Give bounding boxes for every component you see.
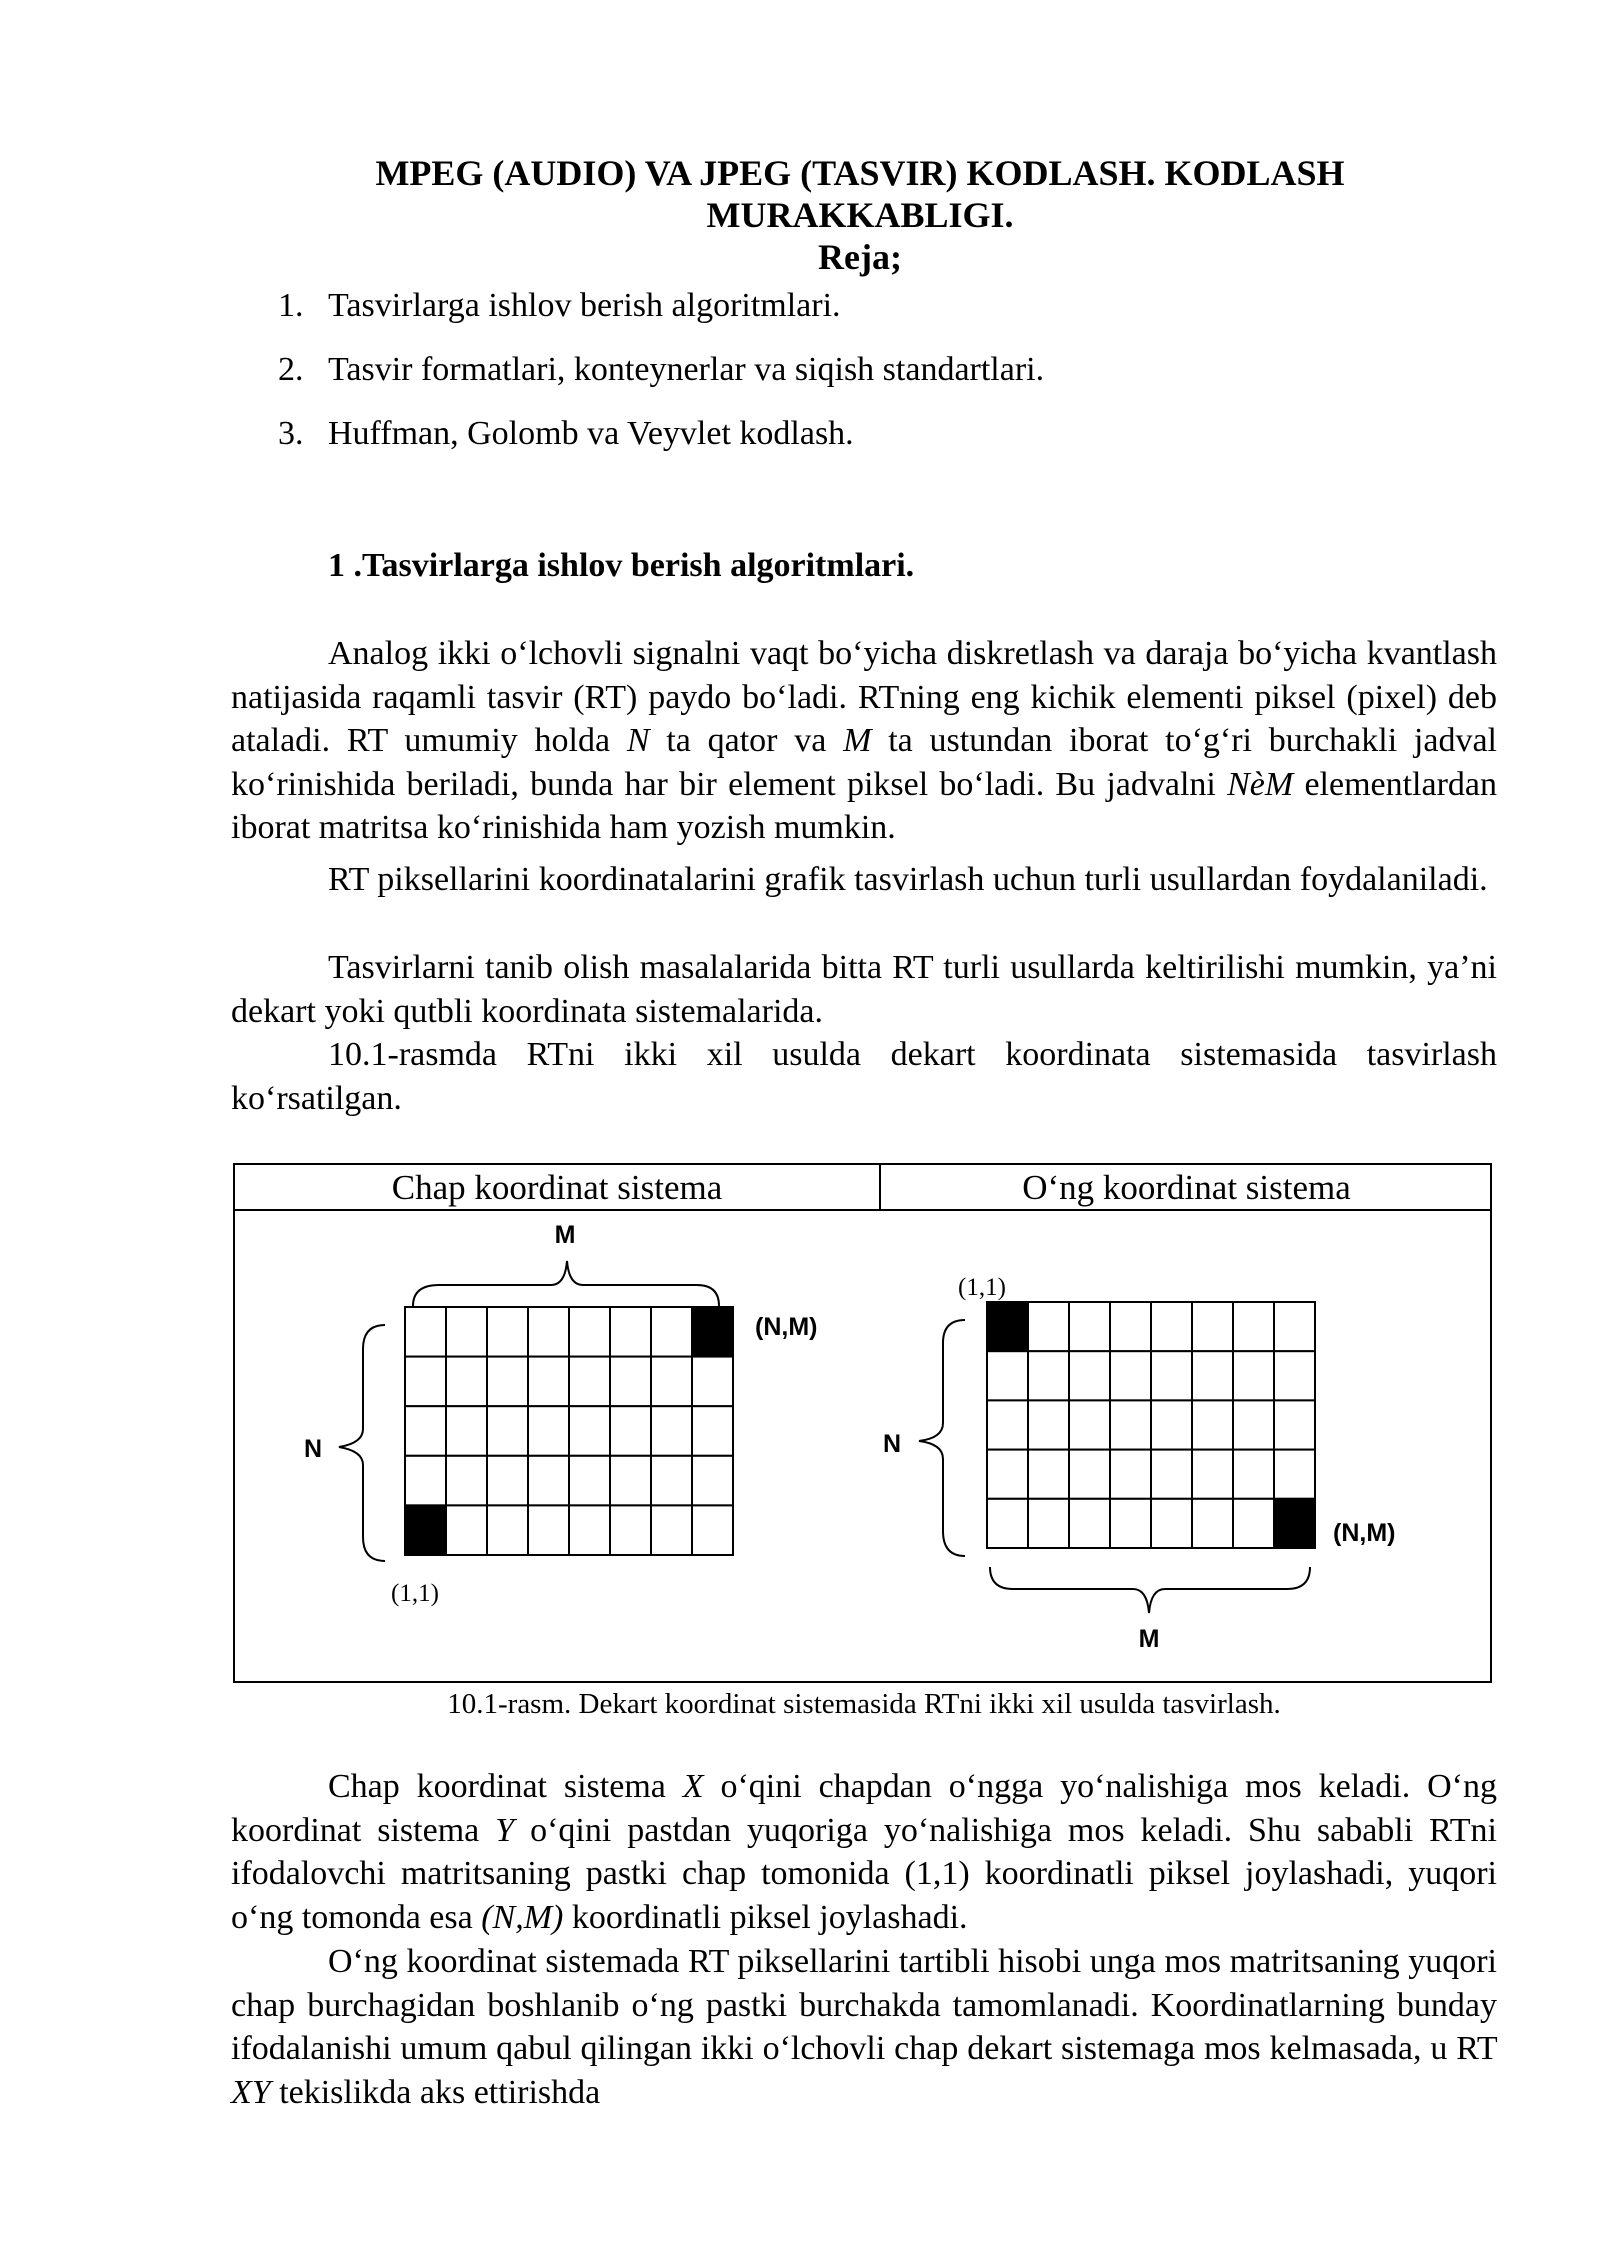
title-line-1: MPEG (AUDIO) VA JPEG (TASVIR) KODLASH. KODLASH	[375, 153, 1345, 193]
pixel-cell-filled	[1274, 1499, 1315, 1548]
pixel-cell	[446, 1307, 487, 1357]
left-coordinate-system	[304, 1221, 818, 1607]
pixel-cell	[1233, 1499, 1274, 1548]
paragraph-6: O‘ng koordinat sistemada RT piksellarini tartibli hisobi unga mos matritsaning yuqori chap burchagidan boshlanib o‘ng pastki burchakda tamomlanadi. Koordinatlarning bunday ifodalanishi umum qabul qilingan ikki o‘lchovli chap dekart sistemaga mos kelmasada, u RT XY tekislikda aks ettirishda	[231, 1943, 1497, 2111]
right-label-11: (1,1)	[958, 1274, 1006, 1301]
pixel-cell	[692, 1456, 733, 1506]
pixel-cell	[405, 1307, 446, 1357]
pixel-cell	[446, 1357, 487, 1407]
pixel-cell	[610, 1357, 651, 1407]
figure-10-1	[233, 1163, 1492, 1683]
pixel-cell-filled	[987, 1302, 1028, 1351]
pixel-cell	[487, 1456, 528, 1506]
pixel-cell	[1110, 1450, 1151, 1499]
left-label-11: (1,1)	[391, 1580, 439, 1607]
pixel-cell	[405, 1456, 446, 1506]
paragraph-4: 10.1-rasmda RTni ikki xil usulda dekart koordinata sistemasida tasvirlash ko‘rsatilgan.	[231, 1036, 1497, 1117]
pixel-cell	[1151, 1302, 1192, 1351]
pixel-cell	[1233, 1302, 1274, 1351]
pixel-cell	[528, 1406, 569, 1456]
pixel-cell	[651, 1456, 692, 1506]
pixel-cell	[651, 1357, 692, 1407]
pixel-cell	[569, 1357, 610, 1407]
plan-item-number: 3.	[278, 415, 304, 452]
plan-label: Reja;	[818, 237, 902, 277]
right-brace-side	[919, 1320, 965, 1556]
paragraph-5: Chap koordinat sistema X o‘qini chapdan o‘ngga yo‘nalishiga mos keladi. O‘ng koordinat sistema Y o‘qini pastdan yuqoriga yo‘nalishiga mos keladi. Shu sababli RTni ifodalovchi matritsaning pastki chap tomonida (1,1) koordinatli piksel joylashadi, yuqori o‘ng tomonda esa (N,M) koordinatli piksel joylashadi.	[231, 1768, 1498, 1936]
pixel-cell	[1069, 1302, 1110, 1351]
pixel-cell	[1069, 1450, 1110, 1499]
pixel-cell	[1233, 1400, 1274, 1449]
pixel-cell	[569, 1505, 610, 1555]
pixel-cell	[1233, 1351, 1274, 1400]
pixel-cell	[610, 1406, 651, 1456]
plan-item-number: 2.	[278, 351, 304, 388]
pixel-cell	[1192, 1450, 1233, 1499]
left-label-n: N	[303, 1435, 323, 1463]
pixel-cell	[487, 1406, 528, 1456]
pixel-cell	[1028, 1302, 1069, 1351]
figure-header-row	[235, 1165, 1490, 1211]
right-coordinate-system	[883, 1274, 1396, 1653]
plan-item-text: Tasvirlarga ishlov berish algoritmlari.	[328, 287, 841, 324]
document-title	[230, 152, 1490, 278]
pixel-cell	[1110, 1302, 1151, 1351]
right-label-n: N	[882, 1430, 902, 1458]
pixel-cell	[692, 1505, 733, 1555]
pixel-cell	[1110, 1351, 1151, 1400]
pixel-cell	[487, 1307, 528, 1357]
plan-item-text: Tasvir formatlari, konteynerlar va siqish standartlari.	[328, 351, 1045, 388]
pixel-cell	[1069, 1499, 1110, 1548]
pixel-cell	[651, 1307, 692, 1357]
pixel-cell	[446, 1456, 487, 1506]
pixel-cell	[1069, 1351, 1110, 1400]
pixel-cell	[1274, 1302, 1315, 1351]
pixel-cell	[405, 1357, 446, 1407]
pixel-cell	[1028, 1351, 1069, 1400]
left-pixel-grid	[405, 1307, 733, 1555]
pixel-cell	[569, 1406, 610, 1456]
paragraph-3: Tasvirlarni tanib olish masalalarida bitta RT turli usullarda keltirilishi mumkin, ya’ni dekart yoki qutbli koordinata sistemalarida.	[231, 949, 1497, 1030]
pixel-cell	[528, 1307, 569, 1357]
pixel-cell	[651, 1406, 692, 1456]
pixel-cell-filled	[405, 1505, 446, 1555]
left-label-nm: (N,M)	[755, 1313, 818, 1341]
pixel-cell	[487, 1505, 528, 1555]
coordinate-diagram	[235, 1211, 1490, 1681]
pixel-cell	[1274, 1450, 1315, 1499]
pixel-cell	[528, 1505, 569, 1555]
pixel-cell	[987, 1450, 1028, 1499]
pixel-cell	[1110, 1499, 1151, 1548]
paragraph-2: RT piksellarini koordinatalarini grafik tasvirlash uchun turli usullardan foydalaniladi.	[328, 861, 1488, 898]
pixel-cell	[446, 1406, 487, 1456]
pixel-cell	[1110, 1400, 1151, 1449]
pixel-cell	[569, 1307, 610, 1357]
pixel-cell	[1069, 1400, 1110, 1449]
left-brace-side	[339, 1325, 385, 1561]
section-heading: 1 .Tasvirlarga ishlov berish algoritmlari.	[328, 547, 915, 584]
plan-item-1	[278, 286, 841, 326]
pixel-cell	[692, 1406, 733, 1456]
plan-item-text: Huffman, Golomb va Veyvlet kodlash.	[328, 415, 854, 452]
pixel-cell	[1192, 1400, 1233, 1449]
pixel-cell	[610, 1505, 651, 1555]
pixel-cell	[1028, 1499, 1069, 1548]
pixel-cell	[610, 1456, 651, 1506]
pixel-cell	[446, 1505, 487, 1555]
pixel-cell	[1151, 1499, 1192, 1548]
title-line-2: MURAKKABLIGI.	[706, 195, 1014, 235]
pixel-cell	[569, 1456, 610, 1506]
pixel-cell	[1028, 1450, 1069, 1499]
pixel-cell	[1151, 1450, 1192, 1499]
pixel-cell	[610, 1307, 651, 1357]
pixel-cell	[692, 1357, 733, 1407]
pixel-cell	[1151, 1400, 1192, 1449]
plan-item-number: 1.	[278, 287, 304, 324]
pixel-cell	[987, 1351, 1028, 1400]
pixel-cell	[1192, 1499, 1233, 1548]
right-brace-bottom	[990, 1567, 1310, 1613]
pixel-cell	[987, 1499, 1028, 1548]
pixel-cell	[1028, 1400, 1069, 1449]
figure-header-left: Chap koordinat sistema	[235, 1165, 881, 1209]
pixel-cell	[528, 1357, 569, 1407]
figure-caption: 10.1-rasm. Dekart koordinat sistemasida RTni ikki xil usulda tasvirlash.	[447, 1688, 1281, 1720]
right-label-m: M	[1138, 1625, 1160, 1653]
left-brace-top	[413, 1261, 719, 1306]
pixel-cell	[1233, 1450, 1274, 1499]
pixel-cell	[1274, 1351, 1315, 1400]
pixel-cell	[987, 1400, 1028, 1449]
pixel-cell	[1274, 1400, 1315, 1449]
pixel-cell	[1192, 1351, 1233, 1400]
right-pixel-grid	[987, 1302, 1315, 1548]
figure-header-right: O‘ng koordinat sistema	[1022, 1168, 1351, 1207]
plan-item-2	[278, 350, 1044, 390]
pixel-cell-filled	[692, 1307, 733, 1357]
plan-item-3	[278, 414, 854, 454]
pixel-cell	[1192, 1302, 1233, 1351]
pixel-cell	[1151, 1351, 1192, 1400]
pixel-cell	[487, 1357, 528, 1407]
right-label-nm: (N,M)	[1333, 1519, 1396, 1547]
pixel-cell	[651, 1505, 692, 1555]
pixel-cell	[528, 1456, 569, 1506]
left-label-m: M	[554, 1221, 576, 1249]
pixel-cell	[405, 1406, 446, 1456]
paragraph-1: Analog ikki o‘lchovli signalni vaqt bo‘yicha diskretlash va daraja bo‘yicha kvantlash natijasida raqamli tasvir (RT) paydo bo‘ladi. RTning eng kichik elementi piksel (pixel) deb ataladi. RT umumiy holda N ta qator va M ta ustundan iborat to‘g‘ri burchakli jadval ko‘rinishida beriladi, bunda har bir element piksel bo‘ladi. Bu jadvalni NèM elementlardan iborat matritsa ko‘rinishida ham yozish mumkin.	[231, 635, 1497, 846]
